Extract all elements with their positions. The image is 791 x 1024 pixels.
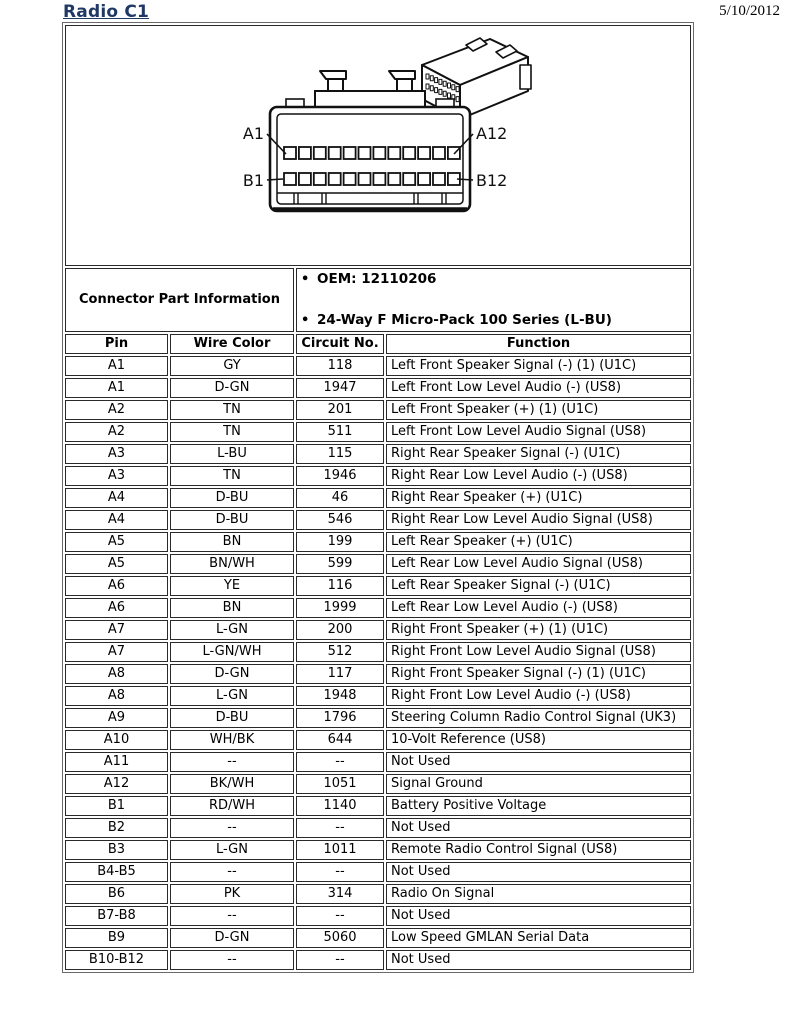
table-row [65, 752, 691, 772]
pinout-table-body [65, 25, 691, 970]
table-row [65, 576, 691, 596]
function-cell: Right Front Low Level Audio Signal (US8) [386, 642, 691, 662]
pin-cell: A6 [65, 576, 168, 596]
wire-color-cell: D-BU [170, 488, 294, 508]
connector-series-line: • 24-Way F Micro-Pack 100 Series (L-BU) [301, 312, 612, 328]
function-cell: Right Front Low Level Audio (-) (US8) [386, 686, 691, 706]
table-row [65, 642, 691, 662]
pin-label-a1: A1 [242, 124, 264, 143]
function-cell: Radio On Signal [386, 884, 691, 904]
pin-cell: B7-B8 [65, 906, 168, 926]
circuit-cell: 1051 [296, 774, 384, 794]
pin-cell: A3 [65, 466, 168, 486]
pin-cell: A4 [65, 488, 168, 508]
function-cell: Right Rear Low Level Audio Signal (US8) [386, 510, 691, 530]
pin-cell: A2 [65, 422, 168, 442]
table-row [65, 928, 691, 948]
table-row [65, 400, 691, 420]
bullet-icon: • [301, 272, 310, 287]
function-cell: Right Rear Low Level Audio (-) (US8) [386, 466, 691, 486]
page-title: Radio C1 [63, 2, 150, 22]
connector-part-info-row [65, 268, 691, 332]
wire-color-cell: D-GN [170, 664, 294, 684]
table-row [65, 730, 691, 750]
circuit-cell: 118 [296, 356, 384, 376]
pin-cell: B4-B5 [65, 862, 168, 882]
wire-color-cell: L-GN [170, 620, 294, 640]
pin-cell: A8 [65, 664, 168, 684]
table-row [65, 884, 691, 904]
pin-cell: B9 [65, 928, 168, 948]
circuit-cell: 314 [296, 884, 384, 904]
function-cell: Left Front Low Level Audio (-) (US8) [386, 378, 691, 398]
circuit-cell: 1140 [296, 796, 384, 816]
circuit-cell: -- [296, 818, 384, 838]
connector-part-info-label: Connector Part Information [65, 268, 294, 332]
table-row [65, 664, 691, 684]
pin-cell: B2 [65, 818, 168, 838]
connector-diagram [70, 27, 690, 259]
function-cell: Left Rear Low Level Audio (-) (US8) [386, 598, 691, 618]
function-cell: Left Rear Speaker (+) (U1C) [386, 532, 691, 552]
table-row [65, 774, 691, 794]
wire-color-cell: D-BU [170, 510, 294, 530]
header-circuit: Circuit No. [296, 334, 384, 354]
pin-cell: A5 [65, 554, 168, 574]
table-row [65, 950, 691, 970]
table-row [65, 356, 691, 376]
page-header [63, 2, 780, 24]
function-cell: Left Front Speaker Signal (-) (1) (U1C) [386, 356, 691, 376]
table-row [65, 708, 691, 728]
wire-color-cell: -- [170, 862, 294, 882]
circuit-cell: 599 [296, 554, 384, 574]
table-row [65, 532, 691, 552]
circuit-cell: 644 [296, 730, 384, 750]
pinout-table [62, 22, 694, 973]
pin-cell: A10 [65, 730, 168, 750]
pin-cell: A8 [65, 686, 168, 706]
function-cell: Not Used [386, 862, 691, 882]
pin-cell: B6 [65, 884, 168, 904]
wire-color-cell: BN [170, 598, 294, 618]
wire-color-cell: L-BU [170, 444, 294, 464]
circuit-cell: 201 [296, 400, 384, 420]
wire-color-cell: D-BU [170, 708, 294, 728]
function-cell: Steering Column Radio Control Signal (UK3) [386, 708, 691, 728]
circuit-cell: 512 [296, 642, 384, 662]
circuit-cell: 117 [296, 664, 384, 684]
function-cell: Battery Positive Voltage [386, 796, 691, 816]
circuit-cell: -- [296, 906, 384, 926]
wire-color-cell: D-GN [170, 928, 294, 948]
wire-color-cell: D-GN [170, 378, 294, 398]
table-row [65, 554, 691, 574]
pin-cell: A11 [65, 752, 168, 772]
pin-cell: A4 [65, 510, 168, 530]
header-function: Function [386, 334, 691, 354]
function-cell: Not Used [386, 950, 691, 970]
function-cell: Left Front Low Level Audio Signal (US8) [386, 422, 691, 442]
circuit-cell: 1948 [296, 686, 384, 706]
wire-color-cell: BN/WH [170, 554, 294, 574]
connector-diagram-cell [65, 25, 691, 266]
wire-color-cell: -- [170, 752, 294, 772]
oem-number-line: • OEM: 12110206 [301, 271, 437, 287]
pin-cell: B3 [65, 840, 168, 860]
table-row [65, 422, 691, 442]
table-row [65, 620, 691, 640]
circuit-cell: 1946 [296, 466, 384, 486]
function-cell: Left Rear Speaker Signal (-) (U1C) [386, 576, 691, 596]
circuit-cell: -- [296, 950, 384, 970]
wire-color-cell: L-GN [170, 840, 294, 860]
circuit-cell: 511 [296, 422, 384, 442]
pin-cell: B10-B12 [65, 950, 168, 970]
function-cell: Not Used [386, 752, 691, 772]
wire-color-cell: L-GN/WH [170, 642, 294, 662]
wire-color-cell: BN [170, 532, 294, 552]
wire-color-cell: TN [170, 466, 294, 486]
wire-color-cell: RD/WH [170, 796, 294, 816]
pin-label-b12: B12 [476, 171, 508, 190]
table-row [65, 686, 691, 706]
page-date: 5/10/2012 [719, 3, 780, 19]
function-cell: Right Front Speaker (+) (1) (U1C) [386, 620, 691, 640]
table-row [65, 818, 691, 838]
header-pin: Pin [65, 334, 168, 354]
circuit-cell: 115 [296, 444, 384, 464]
function-cell: Left Front Speaker (+) (1) (U1C) [386, 400, 691, 420]
function-cell: Signal Ground [386, 774, 691, 794]
table-row [65, 862, 691, 882]
table-row [65, 510, 691, 530]
wire-color-cell: GY [170, 356, 294, 376]
function-cell: Remote Radio Control Signal (US8) [386, 840, 691, 860]
circuit-cell: 546 [296, 510, 384, 530]
pin-cell: A7 [65, 642, 168, 662]
wire-color-cell: TN [170, 422, 294, 442]
function-cell: Not Used [386, 906, 691, 926]
function-cell: Low Speed GMLAN Serial Data [386, 928, 691, 948]
circuit-cell: 1796 [296, 708, 384, 728]
circuit-cell: 46 [296, 488, 384, 508]
pin-label-b1: B1 [242, 171, 264, 190]
function-cell: Not Used [386, 818, 691, 838]
wire-color-cell: WH/BK [170, 730, 294, 750]
table-row [65, 598, 691, 618]
pin-label-a12: A12 [476, 124, 508, 143]
table-row [65, 796, 691, 816]
pin-cell: A3 [65, 444, 168, 464]
table-row [65, 840, 691, 860]
table-row [65, 488, 691, 508]
function-cell: Right Rear Speaker Signal (-) (U1C) [386, 444, 691, 464]
circuit-cell: 5060 [296, 928, 384, 948]
circuit-cell: 1947 [296, 378, 384, 398]
table-row [65, 444, 691, 464]
table-row [65, 906, 691, 926]
function-cell: Left Rear Low Level Audio Signal (US8) [386, 554, 691, 574]
wire-color-cell: YE [170, 576, 294, 596]
wire-color-cell: -- [170, 818, 294, 838]
table-header-row [65, 334, 691, 354]
pin-cell: B1 [65, 796, 168, 816]
circuit-cell: 200 [296, 620, 384, 640]
circuit-cell: 1011 [296, 840, 384, 860]
pin-cell: A1 [65, 356, 168, 376]
connector-part-info-details [296, 268, 691, 332]
circuit-cell: 116 [296, 576, 384, 596]
pin-cell: A1 [65, 378, 168, 398]
wire-color-cell: TN [170, 400, 294, 420]
header-color: Wire Color [170, 334, 294, 354]
function-cell: Right Front Speaker Signal (-) (1) (U1C) [386, 664, 691, 684]
diagram-row [65, 25, 691, 266]
table-row [65, 466, 691, 486]
wire-color-cell: PK [170, 884, 294, 904]
wire-color-cell: BK/WH [170, 774, 294, 794]
circuit-cell: 1999 [296, 598, 384, 618]
pin-cell: A12 [65, 774, 168, 794]
pin-cell: A9 [65, 708, 168, 728]
bullet-icon: • [301, 313, 310, 328]
pin-cell: A5 [65, 532, 168, 552]
function-cell: Right Rear Speaker (+) (U1C) [386, 488, 691, 508]
pin-cell: A7 [65, 620, 168, 640]
function-cell: 10-Volt Reference (US8) [386, 730, 691, 750]
wire-color-cell: -- [170, 906, 294, 926]
pin-cell: A6 [65, 598, 168, 618]
pin-cell: A2 [65, 400, 168, 420]
wire-color-cell: -- [170, 950, 294, 970]
circuit-cell: -- [296, 752, 384, 772]
table-row [65, 378, 691, 398]
circuit-cell: 199 [296, 532, 384, 552]
wire-color-cell: L-GN [170, 686, 294, 706]
circuit-cell: -- [296, 862, 384, 882]
